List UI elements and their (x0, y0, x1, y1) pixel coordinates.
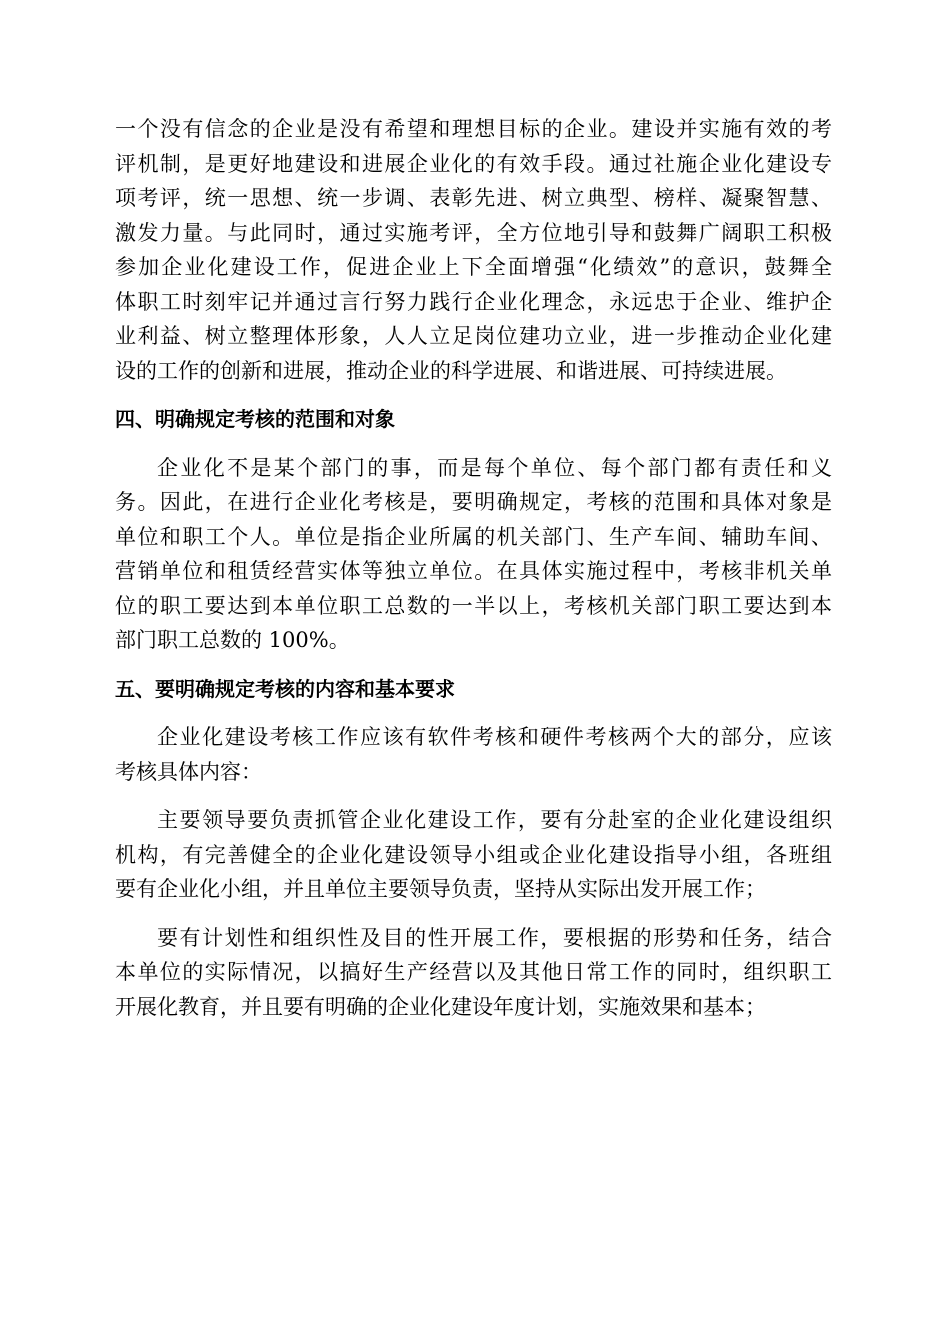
text-line: 主要领导要负责抓管企业化建设工作，要有分赴室的企业化建设组织 (157, 808, 832, 832)
paragraph-intro (115, 112, 832, 388)
paragraph-leader (115, 803, 832, 907)
text-line: 务。因此，在进行企业化考核是，要明确规定，考核的范围和具体对象是 (115, 490, 832, 514)
paragraph-plan (115, 921, 832, 1025)
text-line: 企业化建设考核工作应该有软件考核和硬件考核两个大的部分，应该 (157, 725, 832, 749)
text-line: 项考评，统一思想、统一步调、表彰先进、树立典型、榜样、凝聚智慧、 (115, 186, 832, 210)
text-line: 业利益、树立整理体形象，人人立足岗位建功立业，进一步推动企业化建 (115, 324, 832, 348)
text-line: 一个没有信念的企业是没有希望和理想目标的企业。建设并实施有效的考 (115, 117, 832, 141)
text-line: 要有企业化小组，并且单位主要领导负责，坚持从实际出发开展工作； (115, 877, 766, 901)
text-line: 企业化不是某个部门的事，而是每个单位、每个部门都有责任和义 (157, 455, 832, 480)
text-line: 设的工作的创新和进展，推动企业的科学进展、和谐进展、可持续进展。 (115, 358, 787, 383)
text-line: 考核具体内容： (115, 759, 262, 784)
text-line: 开展化教育，并且要有明确的企业化建设年度计划，实施效果和基本； (115, 994, 766, 1019)
text-line: 机构，有完善健全的企业化建设领导小组或企业化建设指导小组，各班组 (115, 842, 832, 867)
paragraph-scope (115, 451, 832, 658)
text-line: 部门职工总数的 100%。 (115, 628, 350, 652)
text-line: 要有计划性和组织性及目的性开展工作，要根据的形势和任务，结合 (157, 925, 832, 950)
text-line: 本单位的实际情况，以搞好生产经营以及其他日常工作的同时，组织职工 (115, 960, 832, 984)
text-line: 评机制，是更好地建设和进展企业化的有效手段。通过社施企业化建设专 (115, 151, 832, 176)
paragraph-content (115, 720, 832, 789)
text-line: 位的职工要达到本单位职工总数的一半以上，考核机关部门职工要达到本 (115, 593, 832, 618)
section-heading-5: 五、要明确规定考核的内容和基本要求 (115, 676, 455, 701)
section-heading-4: 四、明确规定考核的范围和对象 (115, 407, 395, 431)
text-line: 单位和职工个人。单位是指企业所属的机关部门、生产车间、辅助车间、 (115, 524, 832, 549)
document-page (115, 112, 832, 1038)
text-line: 参加企业化建设工作，促进企业上下全面增强“化绩效”的意识，鼓舞全 (115, 255, 832, 279)
text-line: 激发力量。与此同时，通过实施考评，全方位地引导和鼓舞广阔职工积极 (115, 220, 832, 245)
text-line: 体职工时刻牢记并通过言行努力践行企业化理念，永远忠于企业、维护企 (115, 289, 832, 314)
text-line: 营销单位和租赁经营实体等独立单位。在具体实施过程中，考核非机关单 (115, 559, 832, 583)
